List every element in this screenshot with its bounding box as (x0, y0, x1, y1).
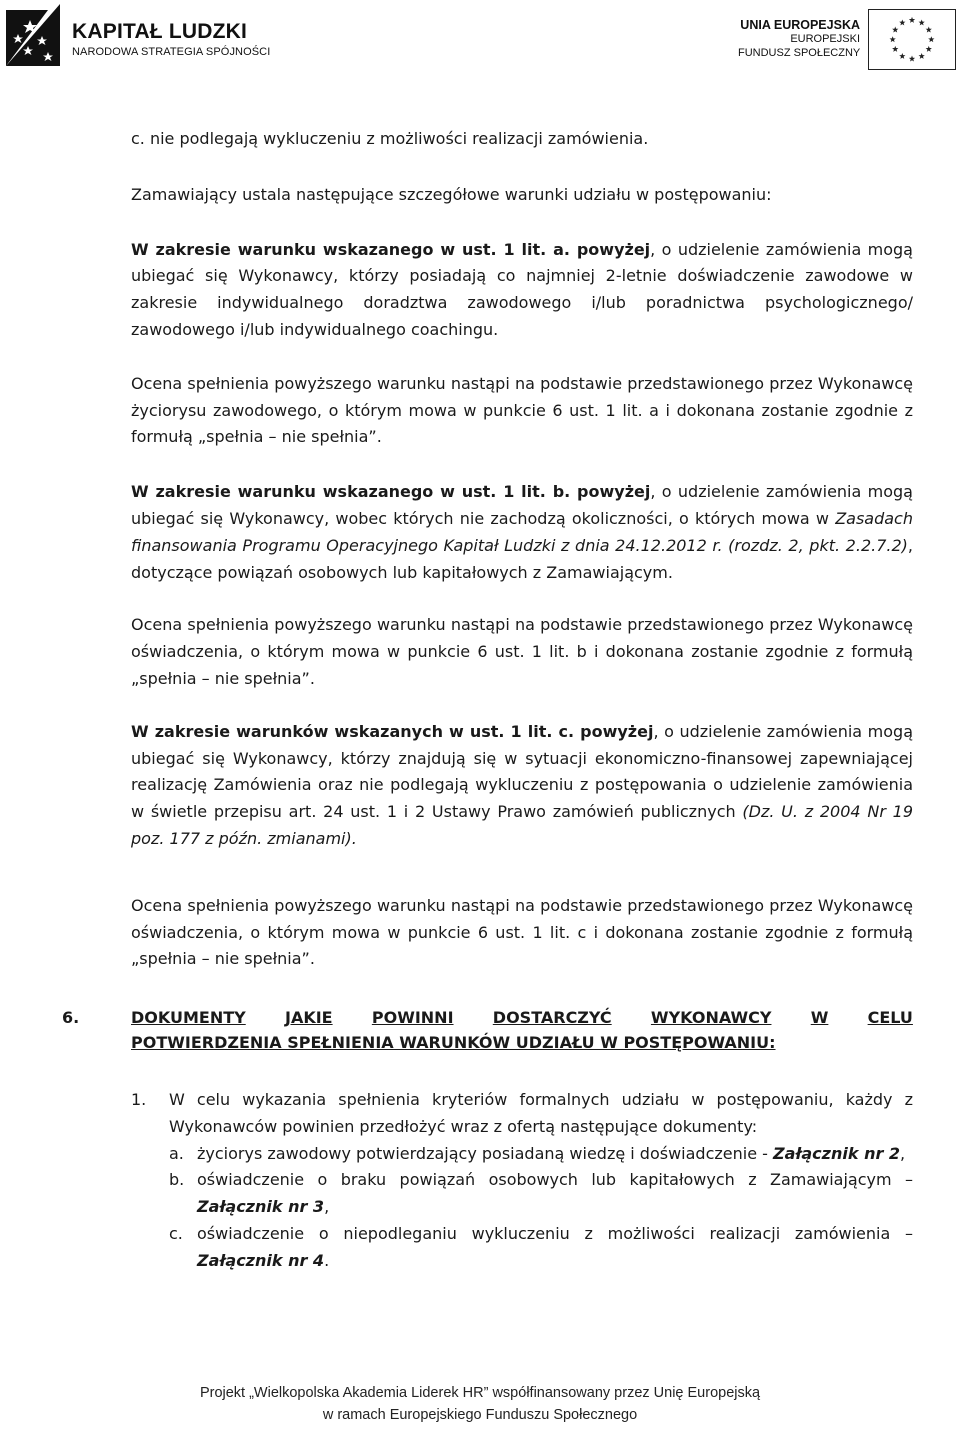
eu-star-icon (899, 19, 905, 25)
footer-line1: Projekt „Wielkopolska Akademia Liderek HR” współfinansowany przez Unię Europejską (199, 1385, 761, 1401)
title-word: JAKIE (284, 1008, 333, 1027)
eu-star-icon (926, 46, 932, 52)
sub-item-letter: c. (169, 1223, 183, 1243)
sub-item-letter: a. (169, 1143, 184, 1163)
page-footer (0, 1382, 960, 1426)
list-item-number: 1. (131, 1090, 147, 1109)
sub-item-text: oświadczenie o braku powiązań osobowych lub kapitałowych z Zamawiającym – Załącznik nr 3, (197, 1170, 913, 1217)
sub-item-a (169, 1141, 913, 1168)
eu-star-icon (892, 46, 898, 52)
condition-b-paragraph (131, 479, 913, 586)
sub-item-letter: b. (169, 1170, 185, 1190)
logo-title: KAPITAŁ LUDZKI (72, 20, 248, 43)
attachment-reference: Załącznik nr 3 (197, 1197, 325, 1217)
condition-c-line: c. nie podlegają wykluczeniu z możliwości realizacji zamówienia. (131, 129, 649, 148)
assessment-c-paragraph: Ocena spełnienia powyższego warunku nastąpi na podstawie przedstawionego przez Wykonawcę oświadczenia, o którym mowa w punkcie 6 ust. 1 lit. c i dokonana zostanie zgodnie z formułą „spełnia – nie spełnia”. (131, 895, 913, 969)
title-word: WYKONAWCY (650, 1008, 772, 1027)
title-word: POWINNI (371, 1008, 454, 1027)
eu-logo (738, 6, 956, 72)
condition-a-text: , o udzielenie zamówienia mogą ubiegać się Wykonawcy, którzy posiadają co najmniej 2-letnie doświadczenie zawodowe w zakresie indywidualnego doradztwa zawodowego i/lub poradnictwa psychologicznego/ zawodowego i/lub indywidualnego coachingu. (131, 239, 913, 339)
list-item-text: W celu wykazania spełnienia kryteriów formalnych udziału w postępowaniu, każdy z Wykonawców powinien przedłożyć wraz z ofertą następujące dokumenty: (169, 1090, 913, 1136)
condition-b-text1: , o udzielenie zamówienia mogą ubiegać się Wykonawcy, wobec których nie zachodzą okoliczności, o których mowa w (131, 482, 913, 528)
sub-item-text: życiorys zawodowy potwierdzający posiadaną wiedzę i doświadczenie - Załącznik nr 2, (197, 1143, 906, 1163)
eu-logo-text (738, 18, 860, 60)
eu-star-icon (919, 53, 925, 59)
eu-logo-line3: FUNDUSZ SPOŁECZNY (738, 47, 861, 59)
logo-subtitle: NARODOWA STRATEGIA SPÓJNOŚCI (72, 46, 271, 58)
document-body (131, 124, 913, 973)
eu-star-icon (899, 53, 905, 59)
assessment-b-paragraph: Ocena spełnienia powyższego warunku nastąpi na podstawie przedstawionego przez Wykonawcę oświadczenia, o którym mowa w punkcie 6 ust. 1 lit. b i dokonana zostanie zgodnie z formułą „spełnia – nie spełnia”. (131, 615, 913, 688)
condition-b-reference: Zasadach finansowania Programu Operacyjnego Kapitał Ludzki z dnia 24.12.2012 r. (rozdz. 2, pkt. 2.2.7.2) (131, 508, 913, 555)
conditions-intro: Zamawiający ustala następujące szczegółowe warunki udziału w postępowaniu: (131, 184, 772, 204)
eu-star-icon (928, 36, 934, 42)
eu-star-icon (892, 27, 898, 33)
assessment-a-paragraph: Ocena spełnienia powyższego warunku nastąpi na podstawie przedstawionego przez Wykonawcę życiorysu zawodowego, o którym mowa w punkcie 6 ust. 1 lit. a i dokonana zostanie zgodnie z formułą „spełnia – nie spełnia”. (131, 373, 913, 447)
condition-c-reference: (Dz. U. z 2004 Nr 19 poz. 177 z późn. zmianami). (131, 802, 914, 848)
eu-star-icon (909, 17, 915, 23)
condition-a-paragraph (131, 237, 913, 344)
attachment-reference: Załącznik nr 4 (197, 1250, 325, 1270)
condition-c-heading: W zakresie warunków wskazanych w ust. 1 lit. c. powyżej (131, 721, 654, 741)
eu-star-icon (890, 36, 896, 42)
title-word: CELU (867, 1008, 913, 1027)
condition-a-heading: W zakresie warunku wskazanego w ust. 1 lit. a. powyżej (131, 239, 651, 259)
title-word: DOKUMENTY (131, 1008, 246, 1027)
section-6-title-line2: POTWIERDZENIA SPEŁNIENIA WARUNKÓW UDZIAŁU W POSTĘPOWANIU: (131, 1033, 776, 1052)
section-6-title (131, 1005, 913, 1055)
eu-logo-line1: UNIA EUROPEJSKA (740, 18, 860, 32)
sub-item-c (169, 1221, 913, 1275)
eu-star-icon (909, 56, 915, 62)
sub-item-b (169, 1167, 913, 1221)
condition-c-text1: , o udzielenie zamówienia mogą ubiegać się Wykonawcy, którzy znajdują się w sytuacji ekonomiczno-finansowej zapewniającej realizację Zamówienia oraz nie podlegają wykluczeniu z postępowania o udzielenie zamówienia w świetle przepisu art. 24 ust. 1 i 2 Ustawy Prawo zamówień publicznych (131, 721, 913, 822)
kapital-ludzki-mark-icon (4, 2, 62, 68)
eu-star-icon (926, 27, 932, 33)
title-word: DOSTARCZYĆ (492, 1008, 612, 1027)
kapital-ludzki-logo (4, 2, 271, 72)
eu-flag-icon (868, 9, 956, 70)
eu-logo-line2: EUROPEJSKI (790, 33, 860, 45)
documents-list (131, 1087, 913, 1275)
section-6-title-line1 (131, 1005, 913, 1030)
sub-item-text: oświadczenie o niepodleganiu wykluczeniu z możliwości realizacji zamówienia – Załącznik nr 4. (197, 1223, 913, 1270)
attachment-reference: Załącznik nr 2 (772, 1143, 901, 1163)
condition-b-heading: W zakresie warunku wskazanego w ust. 1 lit. b. powyżej (131, 482, 651, 502)
footer-line2: w ramach Europejskiego Funduszu Społecznego (322, 1407, 638, 1423)
section-6-number: 6. (62, 1008, 80, 1027)
title-word: W (810, 1008, 829, 1027)
eu-star-icon (919, 19, 925, 25)
condition-c-paragraph (131, 719, 913, 853)
condition-b-text2: , dotyczące powiązań osobowych lub kapitałowych z Zamawiającym. (131, 535, 913, 582)
